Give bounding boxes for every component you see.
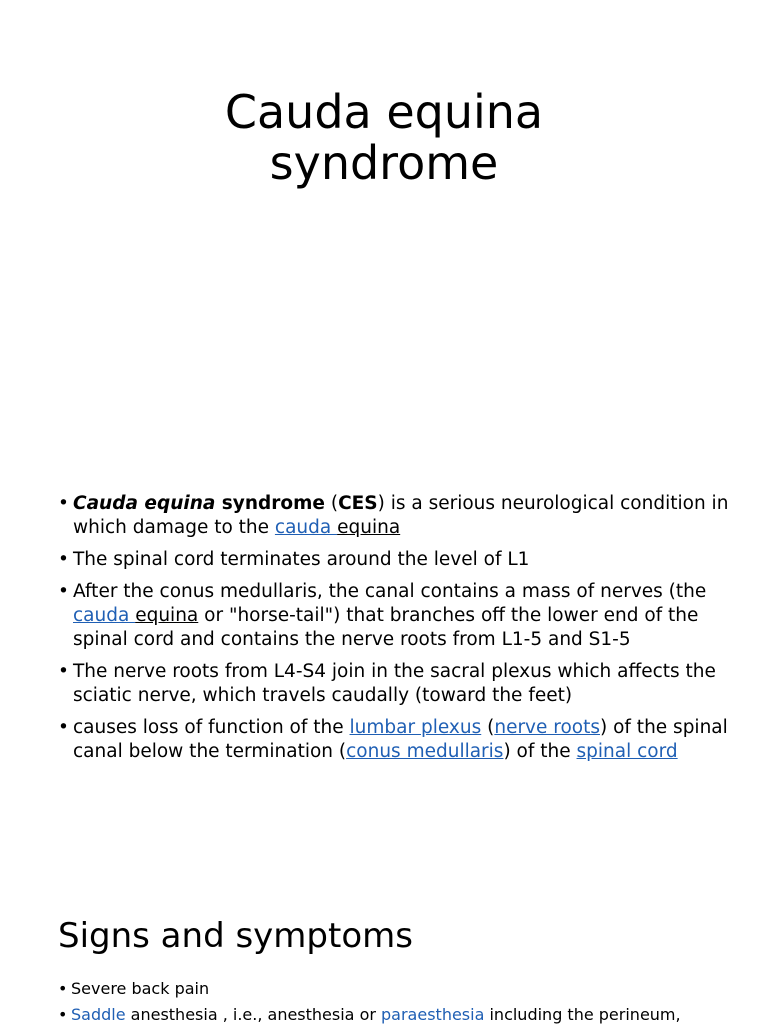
bullet-text: ) of the	[503, 741, 577, 762]
bullet-text: Cauda equina	[73, 493, 216, 514]
bullet-item	[58, 580, 738, 652]
symptom-text: including the perineum,	[484, 1005, 681, 1024]
link-nerve-roots[interactable]: nerve roots	[494, 717, 600, 738]
bullet-text: ) is a serious neurological condition in which damage to the	[73, 493, 729, 538]
symptom-list	[58, 978, 738, 1024]
bullet-text: syndrome	[215, 493, 325, 514]
slide-title-line-2: syndrome	[269, 135, 499, 190]
bullet-text: (	[481, 717, 495, 738]
list-item	[58, 1004, 738, 1024]
list-item	[58, 978, 738, 1000]
bullet-text: (	[324, 493, 339, 514]
link-cauda[interactable]: cauda	[274, 517, 338, 538]
bullet-text: The nerve roots from L4-S4 join in the sacral plexus which affects the sciatic nerve, which travels caudally (toward the feet)	[73, 661, 716, 706]
link-saddle[interactable]: Saddle	[71, 1005, 126, 1024]
slide-title	[0, 84, 768, 190]
symptom-text: Severe back pain	[71, 979, 210, 998]
bullet-text: CES	[338, 493, 378, 514]
symptom-text: anesthesia , i.e., anesthesia or	[125, 1005, 382, 1024]
bullet-text: or "horse-tail") that branches off the lower end of the spinal cord and contains the nerve roots from L1-5 and S1-5	[73, 605, 699, 650]
link-paraesthesia[interactable]: paraesthesia	[381, 1005, 485, 1024]
bullet-list	[58, 492, 738, 772]
bullet-text: causes loss of function of the	[73, 717, 350, 738]
bullet-text: ) of the spinal canal below the termination (	[73, 717, 728, 762]
bullet-item	[58, 492, 738, 540]
bullet-text: equina	[135, 605, 199, 626]
bullet-item	[58, 548, 738, 572]
bullet-text: The spinal cord terminates around the level of L1	[73, 549, 530, 570]
link-spinal-cord[interactable]: spinal cord	[576, 741, 678, 762]
bullet-text: After the conus medullaris, the canal contains a mass of nerves (the	[73, 581, 707, 602]
section-heading: Signs and symptoms	[58, 916, 413, 957]
link-cauda[interactable]: cauda	[73, 605, 136, 626]
link-lumbar-plexus[interactable]: lumbar plexus	[349, 717, 482, 738]
bullet-item	[58, 660, 738, 708]
bullet-item	[58, 716, 738, 764]
slide-title-line-1: Cauda equina	[224, 84, 544, 139]
bullet-text: equina	[337, 517, 401, 538]
link-conus-medullaris[interactable]: conus medullaris	[346, 741, 504, 762]
